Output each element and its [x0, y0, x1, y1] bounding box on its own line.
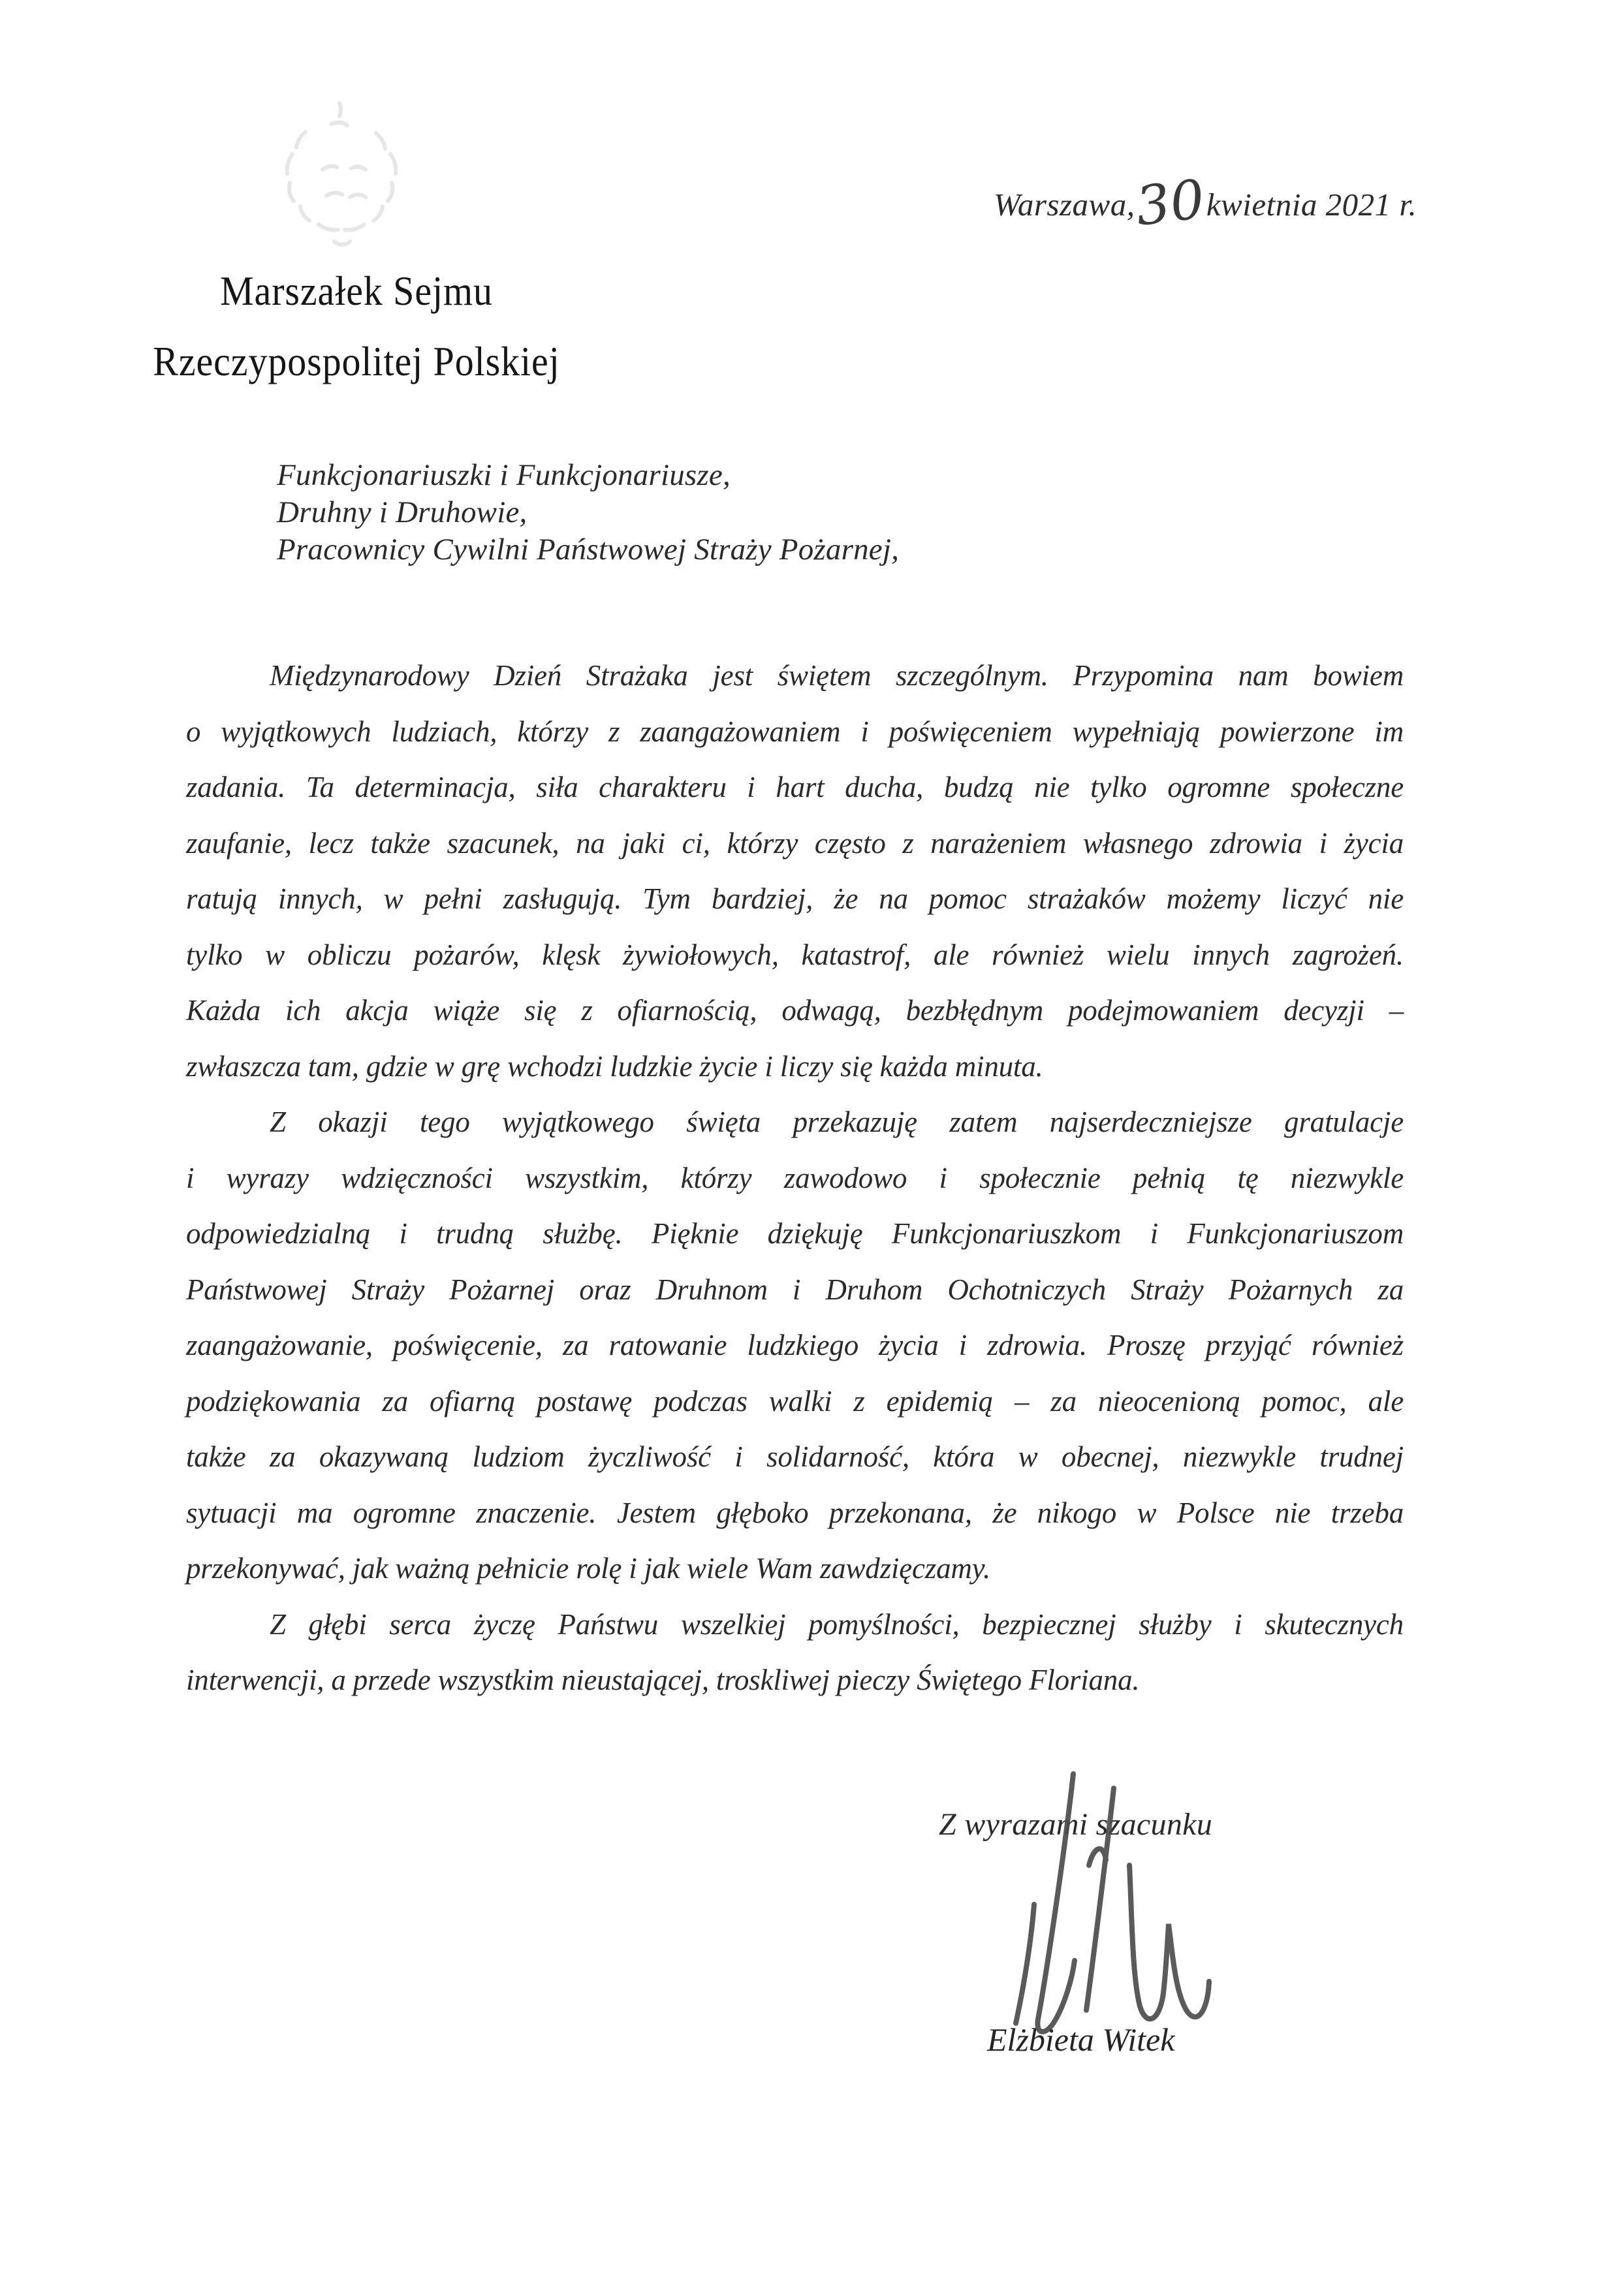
salutation-line: Funkcjonariuszki i Funkcjonariusze,	[277, 458, 731, 492]
date-line	[994, 168, 1417, 239]
body-line: Z głębi serca życzę Państwu wszelkiej pomyślności, bezpiecznej służby i skutecznych	[270, 1607, 1404, 1641]
salutation-block	[277, 457, 899, 568]
sender-title: Marszałek Sejmu	[220, 268, 493, 314]
body-line: ratują innych, w pełni zasługują. Tym bardziej, że na pomoc strażaków możemy liczyć nie	[186, 882, 1404, 915]
body-line: i wyrazy wdzięczności wszystkim, którzy zawodowo i społecznie pełnią tę niezwykle	[186, 1161, 1404, 1194]
valediction: Z wyrazami szacunku	[939, 1807, 1213, 1842]
salutation-line: Pracownicy Cywilni Państwowej Straży Pożarnej,	[277, 533, 900, 566]
body-line: tylko w obliczu pożarów, klęsk żywiołowych, katastrof, ale również wielu innych zagrożeń.	[186, 938, 1404, 971]
body-line: także za okazywaną ludziom życzliwość i solidarność, która w obecnej, niezwykle trudnej	[186, 1440, 1404, 1473]
date-city: Warszawa,	[994, 187, 1135, 223]
date-rest: kwietnia 2021 r.	[1206, 187, 1417, 223]
paragraph-3	[186, 1597, 1404, 1709]
body-line: o wyjątkowych ludziach, którzy z zaangażowaniem i poświęceniem wypełniają powierzone im	[186, 715, 1404, 748]
paragraph-1	[186, 648, 1404, 1094]
body-line: Państwowej Straży Pożarnej oraz Druhnom i Druhom Ochotniczych Straży Pożarnych za	[186, 1273, 1404, 1306]
signature-scribble	[974, 1766, 1229, 2047]
body-line: zadania. Ta determinacja, siła charakteru i hart ducha, budzą nie tylko ogromne społeczne	[186, 771, 1404, 803]
body-line: Z okazji tego wyjątkowego święta przekazuję zatem najserdeczniejsze gratulacje	[270, 1106, 1404, 1138]
body-line: Międzynarodowy Dzień Strażaka jest świętem szczególnym. Przypomina nam bowiem	[270, 659, 1404, 692]
sender-block	[128, 256, 585, 397]
body-line: przekonywać, jak ważną pełnicie rolę i jak wiele Wam zawdzięczamy.	[186, 1552, 991, 1585]
sender-organization: Rzeczypospolitej Polskiej	[153, 339, 560, 384]
body-line: zaangażowanie, poświęcenie, za ratowanie ludzkiego życia i zdrowia. Proszę przyjąć również	[186, 1329, 1404, 1361]
letter-body	[186, 648, 1404, 1709]
signatory-name: Elżbieta Witek	[987, 2021, 1175, 2058]
salutation-line: Druhny i Druhowie,	[277, 495, 527, 529]
body-line: interwencji, a przede wszystkim nieustającej, troskliwej pieczy Świętego Floriana.	[186, 1664, 1140, 1696]
body-line: sytuacji ma ogromne znaczenie. Jestem głęboko przekonana, że nikogo w Polsce nie trzeba	[186, 1496, 1404, 1529]
body-line: zwłaszcza tam, gdzie w grę wchodzi ludzkie życie i liczy się każda minuta.	[186, 1049, 1043, 1083]
eagle-watermark-icon	[266, 91, 417, 255]
handwritten-day: 30	[1133, 168, 1209, 239]
body-line: Każda ich akcja wiąże się z ofiarnością, odwagą, bezbłędnym podejmowaniem decyzji –	[186, 994, 1404, 1027]
body-line: odpowiedzialną i trudną służbę. Pięknie dziękuję Funkcjonariuszkom i Funkcjonariuszom	[186, 1217, 1404, 1250]
paragraph-2	[186, 1094, 1404, 1597]
body-line: podziękowania za ofiarną postawę podczas walki z epidemią – za nieocenioną pomoc, ale	[186, 1384, 1404, 1418]
body-line: zaufanie, lecz także szacunek, na jaki ci, którzy często z narażeniem własnego zdrowia i życia	[186, 826, 1404, 860]
